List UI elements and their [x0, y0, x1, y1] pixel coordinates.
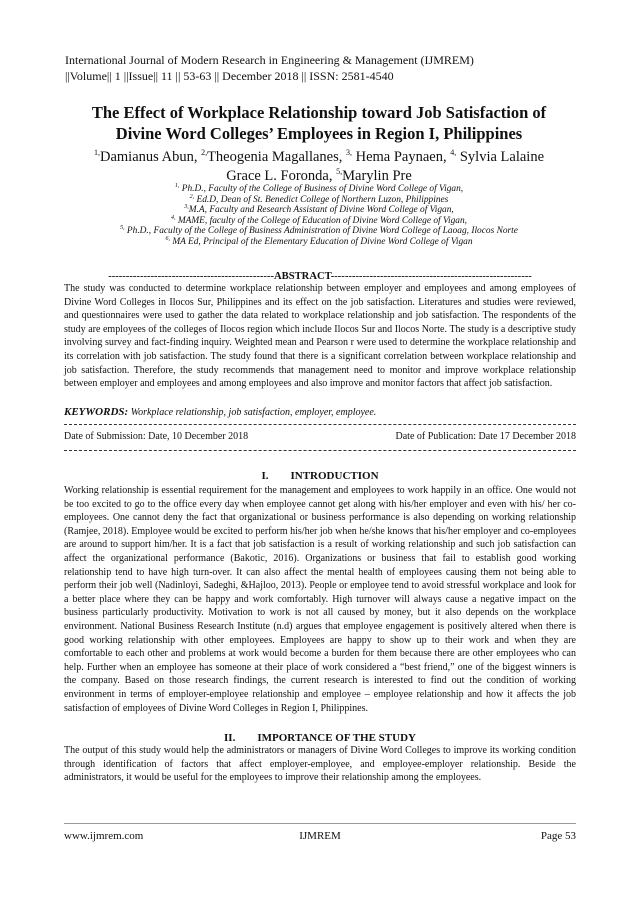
title-line-1: The Effect of Workplace Relationship toward Job Satisfaction of — [91, 103, 547, 122]
footer-journal: IJMREM — [299, 830, 341, 842]
keywords — [64, 406, 584, 419]
author-marker: 5, — [336, 167, 343, 177]
affiliation-text: M.A, Faculty and Research Assistant of Divine Word College of Vigan, — [188, 205, 454, 216]
affiliation-text: Ph.D., Faculty of the College of Business Administration of Divine Word College of Laoag, Ilocos Norte — [124, 226, 518, 237]
abstract-text: The study was conducted to determine workplace relationship between employer and employees and among employees of Divine Word Colleges in Ilocos Sur, Philippines and its effect on the job satisfaction. Literatures and studies were reviewed, and questionnaires were used to gather the data related to workplace relationship and job satisfaction. The respondents of the study are employees of the colleges of Ilocos region which include Ilocos Sur and Ilocos Norte. The study is a descriptive study involving survey and fact-finding inquiry. Weighted mean and Pearson r were used to determine the workplace relationship and its correlation with job satisfaction. The study found that there is a significant correlation between workplace relationship and job satisfaction. Therefore, the study recommends that management need to monitor and improve workplace relationship between employer and employees and among employees and also improve and monitor factors that affect job satisfaction. — [64, 283, 576, 390]
affiliation-list — [40, 184, 598, 248]
affiliation-item — [40, 237, 598, 248]
footer-page-number: Page 53 — [540, 830, 576, 842]
affiliation-marker: 3, — [184, 204, 189, 211]
section-title: IMPORTANCE OF THE STUDY — [257, 732, 416, 744]
author-marker: 4, — [450, 148, 457, 158]
affiliation-marker: 1, — [174, 182, 180, 189]
affiliation-text: MA Ed, Principal of the Elementary Education of Divine Word College of Vigan — [169, 236, 473, 247]
publication-date: Date of Publication: Date 17 December 2018 — [395, 431, 576, 442]
author-name: Sylvia Lalaine — [456, 149, 545, 165]
keywords-label: KEYWORDS: — [64, 406, 129, 418]
affiliation-text: Ed.D, Dean of St. Benedict College of Northern Luzon, Philippines — [194, 194, 449, 205]
paper-title — [40, 102, 598, 144]
introduction-text: Working relationship is essential requirement for the management and employees to work happily in an office. One would not be too excited to go to the office every day when employee cannot get along with his/her employer and even with his/ her co-employees. One cannot deny the fact that organizational or business performance is also depending on working relationship (Ramjee, 2018). Employee would be excited to perform his/her job when he/she knows that his/her employer and co-employees are around to support him/her. It is a fact that job satisfaction is a result of working relationship and such job satisfaction can affect the organizational performance (Bakotic, 2016). Organizations or business that fail to establish good working relationship tend to have high turn-over. It can also affect the mental health of employees causing them not being able to perform their job well (Nadinloyi, Sadeghi, &Hajloo, 2013). People or employee tend to avoid stressful workplace and look for a better place where they can be happy and work comfortably. High turnover will always cause a negative impact on the business particularly productivity. Motivation to work is not all caused by money, but it also depends on the workplace environment. National Business Research Institute (n.d) argues that employee engagement is positively altered when there is good working relationship with other employees. Employees are happy to show up to their work and when they are comfortable to each other and problems at work would become a burden for them because there are other employees who can help. Further when an employee has someone at their place of work considered a “best friend,” one of the biggest winners is the company. Based on those research findings, the current research is interested to find out the condition of working environment in terms of employer-employee relationship and employee – employee relationship and how it affects the job satisfaction of employees of Divine Word Colleges in Region I, Philippines. — [64, 485, 576, 714]
section-heading-importance — [64, 731, 576, 745]
affiliation-item — [40, 195, 598, 206]
section-title: INTRODUCTION — [290, 470, 379, 482]
affiliation-marker: 5, — [120, 225, 125, 232]
title-line-2: Divine Word Colleges’ Employees in Region I, Philippines — [115, 124, 523, 143]
footer-divider — [64, 823, 576, 824]
footer-website: www.ijmrem.com — [64, 830, 144, 842]
author-list — [40, 148, 598, 186]
affiliation-text: MAME, faculty of the College of Education of Divine Word College of Vigan, — [175, 215, 468, 226]
affiliation-item — [40, 205, 598, 216]
abstract-heading: -----------------------------------------------ABSTRACT--------------------------------------------------------- — [108, 271, 532, 282]
author-name: Damianus Abun, — [99, 149, 202, 165]
author-name: Marylin Pre — [342, 168, 412, 184]
submission-date: Date of Submission: Date, 10 December 2018 — [64, 431, 249, 442]
affiliation-marker: 6, — [165, 235, 170, 242]
section-number: II. — [224, 732, 236, 744]
importance-text: The output of this study would help the administrators or managers of Divine Word Colleges to improve its working condition through identification of factors that affect employer-employee, and employee-employer relationship. Beside the administrators, it would be useful for the employees to improve their relationship among the employees. — [64, 745, 576, 784]
author-marker: 3, — [345, 148, 352, 158]
keywords-text: Workplace relationship, job satisfaction, employer, employee. — [128, 407, 377, 418]
journal-issue: ||Volume|| 1 ||Issue|| 11 || 53-63 || December 2018 || ISSN: 2581-4540 — [65, 69, 394, 83]
divider — [64, 424, 576, 425]
affiliation-marker: 2, — [189, 193, 195, 200]
section-number: I. — [261, 470, 269, 482]
section-heading-introduction — [64, 469, 576, 483]
affiliation-item — [40, 184, 598, 195]
author-name: Theogenia Magallanes, — [207, 149, 346, 165]
author-marker: 2, — [201, 148, 208, 158]
author-marker: 1, — [93, 148, 100, 158]
journal-name: International Journal of Modern Research in Engineering & Management (IJMREM) — [65, 53, 474, 67]
author-name: Hema Paynaen, — [351, 149, 451, 165]
affiliation-marker: 4, — [170, 214, 176, 221]
divider — [64, 450, 576, 451]
authors-line-1 — [40, 148, 598, 167]
affiliation-item — [40, 226, 598, 237]
affiliation-text: Ph.D., Faculty of the College of Business of Divine Word College of Vigan, — [179, 184, 464, 194]
author-name: Grace L. Foronda, — [226, 168, 337, 184]
journal-header — [65, 52, 585, 84]
